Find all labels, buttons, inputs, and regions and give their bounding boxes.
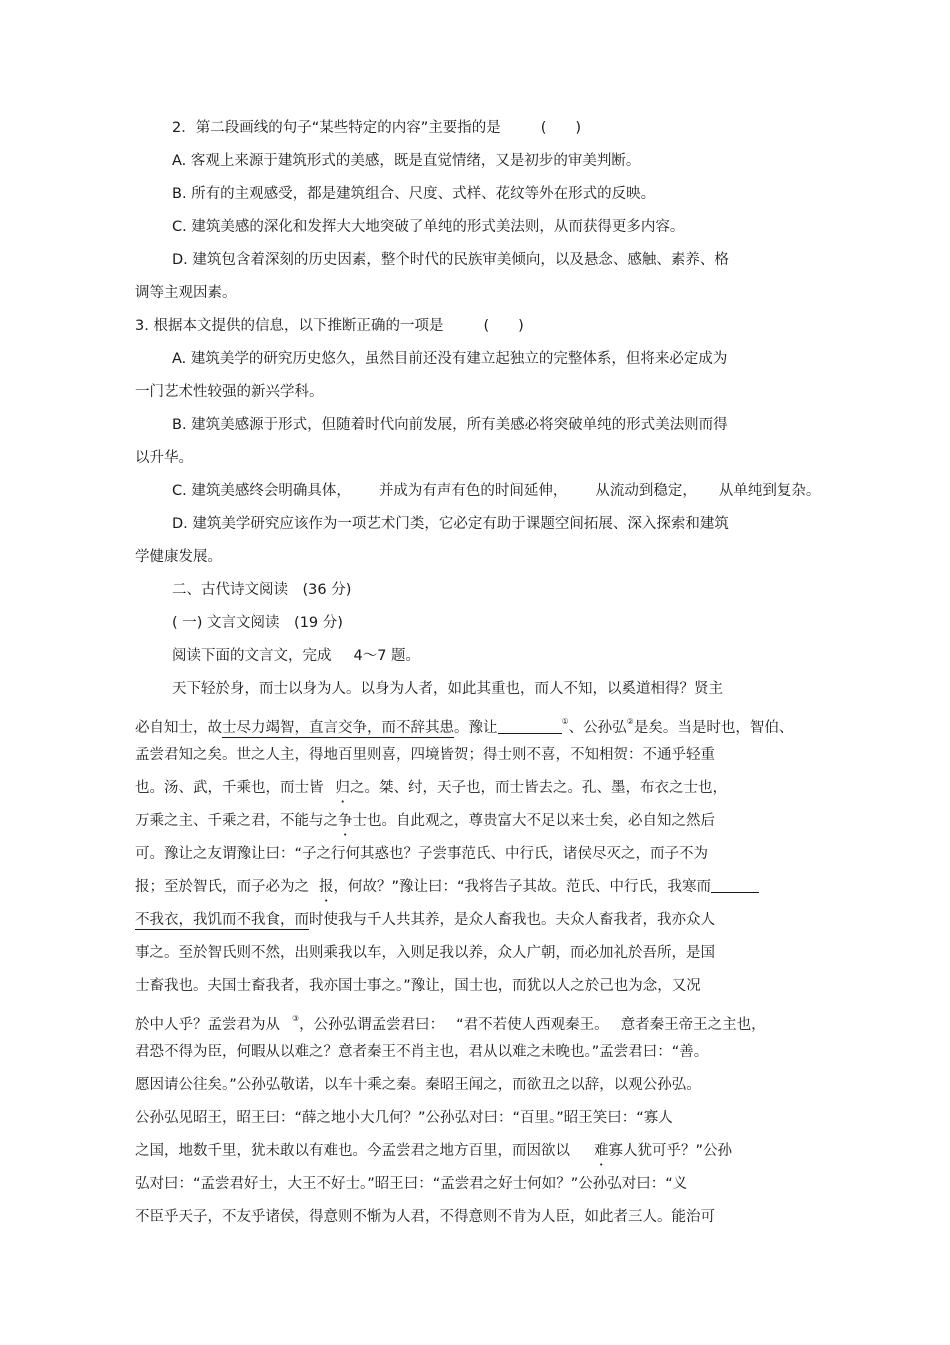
dotted-word: 报: [319, 879, 334, 895]
q3-stem-text: 3. 根据本文提供的信息，以下推断正确的一项是: [135, 318, 444, 334]
passage-text: 。豫让: [454, 720, 498, 736]
reading-instruction: [172, 646, 420, 666]
passage-text: ，何故？”豫让曰：“我将告子其故。范氏、中行氏，我寒而: [333, 879, 712, 895]
q2-option-b: B. 所有的主观感受，都是建筑组合、尺度、式样、花纹等外在形式的反映。: [172, 186, 656, 202]
q3-option-b: B. 建筑美感源于形式，但随着时代向前发展，所有美感必将突破单纯的形式美法则而得: [172, 417, 728, 433]
q2-option-a: A. 客观上来源于建筑形式的美感，既是直觉情绪，又是初步的审美判断。: [172, 153, 641, 169]
passage-line-17: 不臣乎天子，不友乎诸侯，得意则不惭为人君，不得意则不肯为人臣，如此者三人。能治可: [135, 1209, 715, 1225]
q2-option-d: D. 建筑包含着深刻的历史因素，整个时代的民族审美倾向，以及悬念、感触、素养、格: [172, 252, 729, 268]
instruction-text: 阅读下面的文言文，完成: [172, 648, 332, 664]
underlined-sentence: 不我衣，我饥而不我食，而: [135, 912, 309, 928]
passage-line-8: [135, 910, 715, 930]
q3-option-c-part3: 从流动到稳定，: [595, 483, 697, 499]
subsection-title: ( 一) 文言文阅读 (19 分): [172, 615, 343, 631]
q2-stem-text: 2．第二段画线的句子“某些特定的内容”主要指的是: [172, 120, 501, 136]
q3-option-d-cont: 学健康发展。: [135, 549, 222, 565]
q3-option-b-cont: 以升华。: [135, 450, 193, 466]
passage-line-16: 弘对曰：“孟尝君好士，大王不好士。”昭王曰：“孟尝君之好士何如？”公孙弘对曰：“义: [135, 1176, 688, 1192]
q2-stem: [172, 118, 581, 138]
passage-text: 是矣。当是时也，智伯、: [633, 720, 794, 736]
passage-text: 、公孙弘: [568, 720, 627, 736]
footnote-marker: ③: [292, 1014, 300, 1023]
passage-line-15: [135, 1141, 732, 1161]
passage-text: 之。桀、纣，天子也，而士皆去之。孔、墨，布衣之士也，: [350, 780, 727, 796]
passage-line-1: 天下轻於身，而士以身为人。以身为人者，如此其重也，而人不知，以奚道相得？贤主: [172, 681, 723, 697]
dotted-word: 难: [594, 1143, 609, 1159]
passage-line-3: 孟尝君知之矣。世之人主，得地百里则喜，四境皆贺；得士则不喜，不知相贺：不通乎轻重: [135, 747, 715, 763]
passage-text: 也。汤、武，千乘也，而士皆: [135, 780, 324, 796]
q3-option-c-part2: 并成为有声有色的时间延伸，: [378, 483, 568, 499]
section-title: 二、古代诗文阅读 (36 分): [172, 582, 352, 598]
passage-text: 时使我与千人共其养，是众人畜我也。夫众人畜我者，我亦众人: [309, 912, 715, 928]
passage-text: 之国，地数千里，犹未敢以有难也。今孟尝君之地方百里，而因欲以: [135, 1143, 570, 1159]
footnote-marker: ①: [561, 717, 569, 726]
footnote-marker: ②: [626, 717, 634, 726]
passage-text: 万乘之主、千乘之君，不能与之: [135, 813, 338, 829]
q3-option-a: A. 建筑美学的研究历史悠久，虽然目前还没有建立起独立的完整体系，但将来必定成为: [172, 351, 728, 367]
q3-option-a-cont: 一门艺术性较强的新兴学科。: [135, 384, 324, 400]
passage-line-13: 愿因请公往矣。”公孙弘敬诺，以车十乘之秦。秦昭王闻之，而欲丑之以辞，以观公孙弘。: [135, 1077, 701, 1093]
passage-line-5: [135, 811, 715, 831]
passage-text: 必自知士，故: [135, 720, 222, 736]
passage-line-4: [135, 778, 727, 798]
passage-text: 於中人乎？孟尝君为从: [135, 1017, 280, 1033]
passage-line-14: 公孙弘见昭王，昭王曰：“薛之地小大几何？”公孙弘对曰：“百里。”昭王笑曰：“寡人: [135, 1110, 673, 1126]
passage-text: 报；至於智氏，而子必为之: [135, 879, 309, 895]
q2-option-c: C. 建筑美感的深化和发挥大大地突破了单纯的形式美法则，从而获得更多内容。: [172, 219, 685, 235]
passage-line-11: [135, 1009, 766, 1035]
q2-answer-bracket: ( ): [540, 120, 582, 136]
q3-stem: [135, 316, 524, 336]
q3-option-d: D. 建筑美学研究应该作为一项艺术门类，它必定有助于课题空间拓展、深入探索和建筑: [172, 516, 729, 532]
underlined-sentence: 士尽力竭智，直言交争，而不辞其患: [222, 720, 454, 736]
q3-answer-bracket: ( ): [483, 318, 524, 334]
passage-line-6: 可。豫让之友谓豫让曰：“子之行何其惑也？子尝事范氏、中行氏，诸侯尽灭之，而子不为: [135, 846, 709, 862]
passage-text: 意者秦王帝王之主也，: [620, 1017, 766, 1033]
passage-line-9: 事之。至於智氏则不然，出则乘我以车，入则足我以养，众人广朝，而必加礼於吾所，是国: [135, 945, 715, 961]
passage-line-7: [135, 877, 759, 897]
q3-option-c-part1: C. 建筑美感终会明确具体，: [172, 483, 351, 499]
q2-option-d-cont: 调等主观因素。: [135, 285, 237, 301]
passage-text: ，公孙弘谓孟尝君曰：: [299, 1017, 445, 1033]
passage-line-10: 士畜我也。夫国士畜我者，我亦国士事之。”豫让，国士也，而犹以人之於己也为念，又况: [135, 978, 701, 994]
underline-tail: [711, 878, 759, 893]
instruction-range: 4～7 题。: [353, 648, 421, 664]
passage-text: 寡人犹可乎？”公孙: [608, 1143, 733, 1159]
passage-line-12: 君恐不得为臣，何暇从以难之？意者秦王不肖主也，君从以难之未晚也。”孟尝君曰：“善。: [135, 1044, 709, 1060]
passage-line-2: [135, 712, 793, 738]
fill-blank: [498, 719, 562, 734]
dotted-word: 归: [335, 780, 350, 796]
q3-option-c: [172, 481, 820, 501]
passage-text: “君不若使人西观秦王。: [456, 1017, 609, 1033]
dotted-word: 争: [338, 813, 353, 829]
q3-option-c-part4: 从单纯到复杂。: [718, 483, 821, 499]
passage-text: 士也。自此观之，尊贵富大不足以来士矣，必自知之然后: [352, 813, 715, 829]
